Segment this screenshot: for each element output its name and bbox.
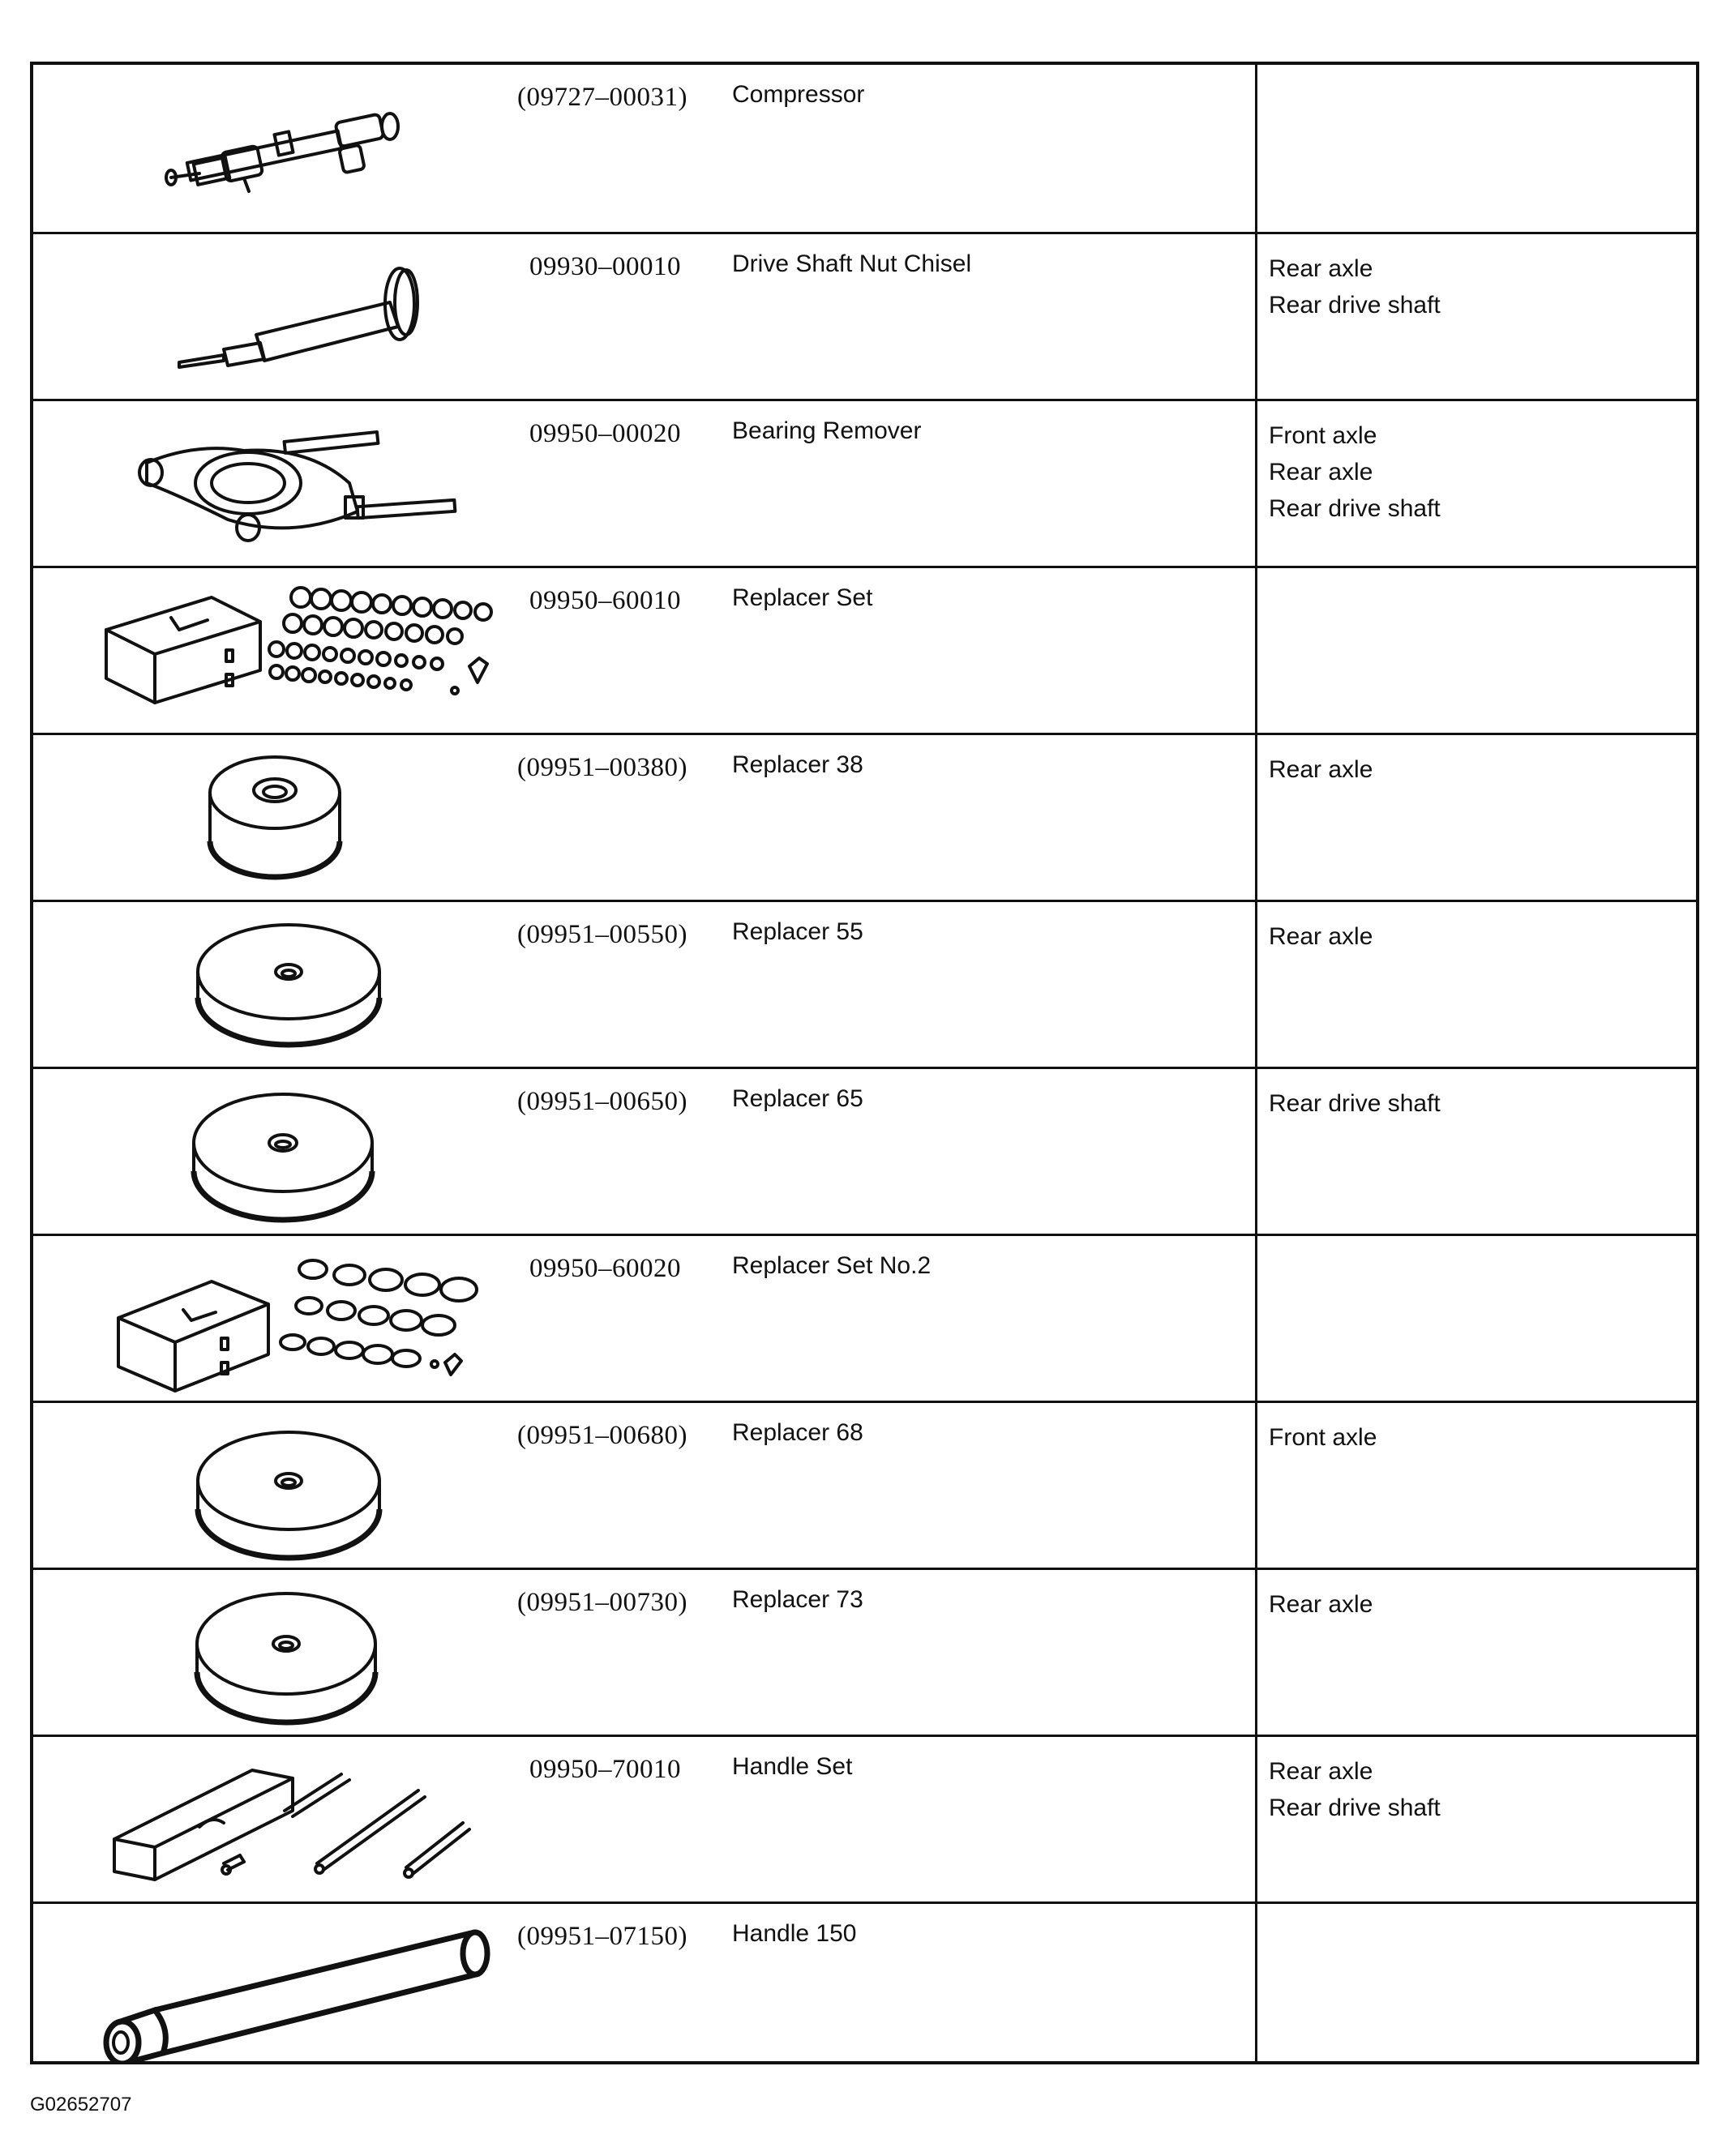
use-item: Rear axle [1269, 1758, 1373, 1785]
use-item: Rear axle [1269, 1591, 1373, 1618]
applicable-units [1269, 1085, 1441, 1122]
use-item: Rear drive shaft [1269, 292, 1441, 319]
column-divider [1255, 1737, 1257, 1901]
tool-name: Drive Shaft Nut Chisel [732, 250, 972, 277]
use-item: Rear axle [1269, 923, 1373, 950]
tool-name: Replacer 38 [732, 751, 863, 778]
bearing-remover-icon [49, 406, 520, 560]
tool-name: Replacer Set No.2 [732, 1252, 932, 1279]
table-row [33, 1901, 1696, 2061]
column-divider [1255, 401, 1257, 566]
table-row [33, 1568, 1696, 1735]
column-divider [1255, 1236, 1257, 1401]
column-divider [1255, 1570, 1257, 1735]
table-row [33, 65, 1696, 232]
table-row [33, 1067, 1696, 1234]
part-number: 09930–00010 [529, 252, 681, 281]
handle-icon [49, 1909, 520, 2063]
part-number: 09950–60010 [529, 586, 681, 615]
chisel-icon [49, 239, 520, 393]
part-number: (09951–00730) [517, 1588, 687, 1617]
replacer-disc-icon [49, 907, 520, 1061]
table-row [33, 566, 1696, 733]
part-number: (09951–00550) [517, 920, 687, 949]
use-item: Front axle [1269, 1424, 1377, 1451]
table-row [33, 399, 1696, 566]
applicable-units [1269, 918, 1373, 955]
tool-name: Replacer 73 [732, 1586, 863, 1613]
column-divider [1255, 902, 1257, 1067]
column-divider [1255, 735, 1257, 900]
tool-name: Replacer Set [732, 584, 873, 611]
part-number: (09951–07150) [517, 1922, 687, 1951]
applicable-units [1269, 417, 1441, 527]
handle-set-icon [49, 1742, 520, 1896]
part-number: (09951–00380) [517, 753, 687, 782]
use-item: Rear axle [1269, 756, 1373, 783]
use-item: Rear axle [1269, 255, 1373, 282]
tool-name: Replacer 68 [732, 1419, 863, 1446]
tool-name: Handle 150 [732, 1920, 857, 1947]
part-number: 09950–60020 [529, 1254, 681, 1283]
applicable-units [1269, 751, 1373, 788]
column-divider [1255, 568, 1257, 733]
table-row [33, 1401, 1696, 1568]
applicable-units [1269, 1419, 1377, 1456]
column-divider [1255, 65, 1257, 232]
tool-name: Replacer 55 [732, 918, 863, 945]
figure-id: G02652707 [30, 2094, 132, 2115]
use-item: Rear drive shaft [1269, 495, 1441, 522]
column-divider [1255, 1403, 1257, 1568]
tool-name: Bearing Remover [732, 417, 922, 444]
use-item: Rear axle [1269, 459, 1373, 486]
tool-table [30, 62, 1699, 2064]
table-row [33, 733, 1696, 900]
table-row [33, 1234, 1696, 1401]
tool-name: Handle Set [732, 1753, 853, 1780]
replacer-set-icon [49, 1241, 520, 1395]
table-row [33, 900, 1696, 1067]
column-divider [1255, 1069, 1257, 1234]
replacer-set-icon [49, 573, 520, 727]
column-divider [1255, 1904, 1257, 2061]
tool-name: Replacer 65 [732, 1085, 863, 1112]
applicable-units [1269, 250, 1441, 323]
part-number: (09951–00680) [517, 1421, 687, 1450]
column-divider [1255, 234, 1257, 399]
use-item: Rear drive shaft [1269, 1795, 1441, 1821]
applicable-units [1269, 1586, 1373, 1623]
tool-name: Compressor [732, 81, 865, 108]
replacer-disc-icon [49, 740, 520, 894]
applicable-units [1269, 1753, 1441, 1826]
replacer-disc-icon [49, 1575, 520, 1729]
table-row [33, 1735, 1696, 1901]
part-number: (09951–00650) [517, 1087, 687, 1116]
use-item: Rear drive shaft [1269, 1090, 1441, 1117]
part-number: 09950–70010 [529, 1755, 681, 1784]
replacer-disc-icon [49, 1074, 520, 1228]
part-number: (09727–00031) [517, 83, 687, 112]
compressor-icon [49, 70, 520, 224]
part-number: 09950–00020 [529, 419, 681, 448]
table-row [33, 232, 1696, 399]
use-item: Front axle [1269, 422, 1377, 449]
replacer-disc-icon [49, 1408, 520, 1562]
